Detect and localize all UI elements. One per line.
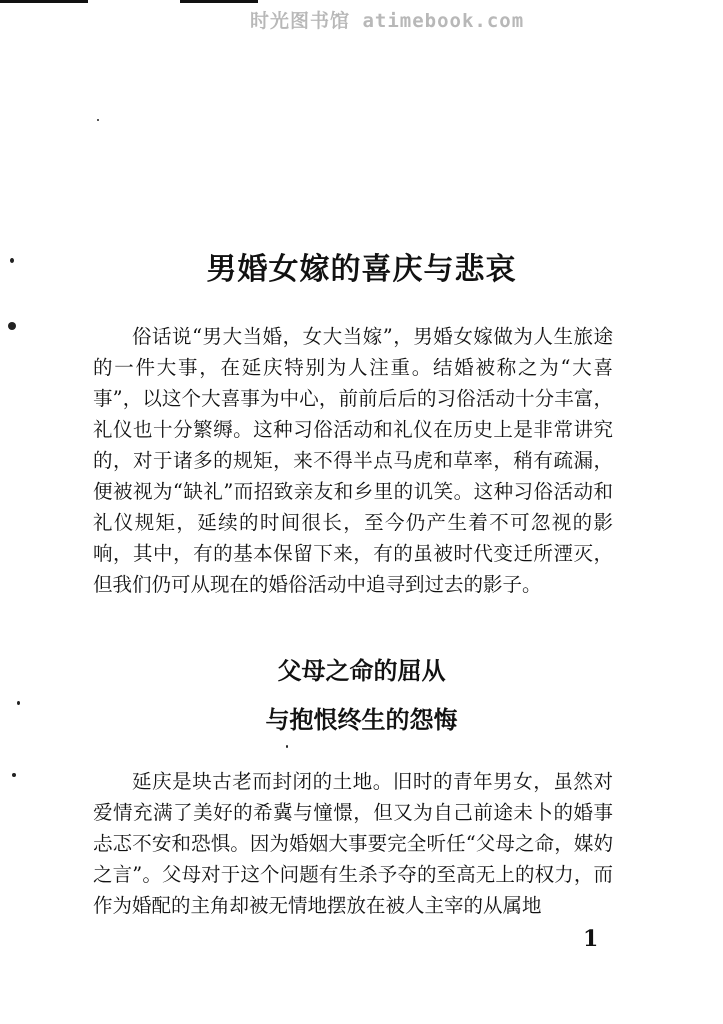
- chapter-title: 男婚女嫁的喜庆与悲哀: [206, 252, 517, 287]
- scan-speck: [97, 119, 99, 121]
- top-rule-right: [180, 0, 258, 3]
- scan-speck: [8, 322, 16, 330]
- section-title-line2: 与抱恨终生的怨悔: [265, 706, 458, 734]
- page-number: 1: [583, 926, 599, 952]
- section-title-line1: 父母之命的屈从: [277, 657, 446, 685]
- scan-speck: [286, 745, 288, 748]
- scan-speck: [12, 773, 16, 777]
- watermark: 时光图书馆 atimebook.com: [250, 10, 525, 32]
- intro-paragraph: 俗话说“男大当婚，女大当嫁”，男婚女嫁做为人生旅途的一件大事，在延庆特别为人注重。结婚被称之为“大喜事”，以这个大喜事为中心，前前后后的习俗活动十分丰富，礼仪也十分繁缛。这种习俗活动和礼仪在历史上是非常讲究的，对于诸多的规矩，来不得半点马虎和草率，稍有疏漏，便被视为“缺礼”而招致亲友和乡里的讥笑。这种习俗活动和礼仪规矩，延续的时间很长，至今仍产生着不可忽视的影响，其中，有的基本保留下来，有的虽被时代变迁所湮灭，但我们仍可从现在的婚俗活动中追寻到过去的影子。: [93, 325, 613, 596]
- top-rule-left: [0, 0, 88, 3]
- scan-speck: [17, 701, 20, 705]
- section-paragraph: 延庆是块古老而封闭的土地。旧时的青年男女，虽然对爱情充满了美好的希冀与憧憬，但又为自己前途未卜的婚事忐忑不安和恐惧。因为婚姻大事要完全听任“父母之命，媒妁之言”。父母对于这个问题有生杀予夺的至高无上的权力，而作为婚配的主角却被无情地摆放在被人主宰的从属地: [93, 770, 613, 917]
- scan-speck: [10, 258, 14, 263]
